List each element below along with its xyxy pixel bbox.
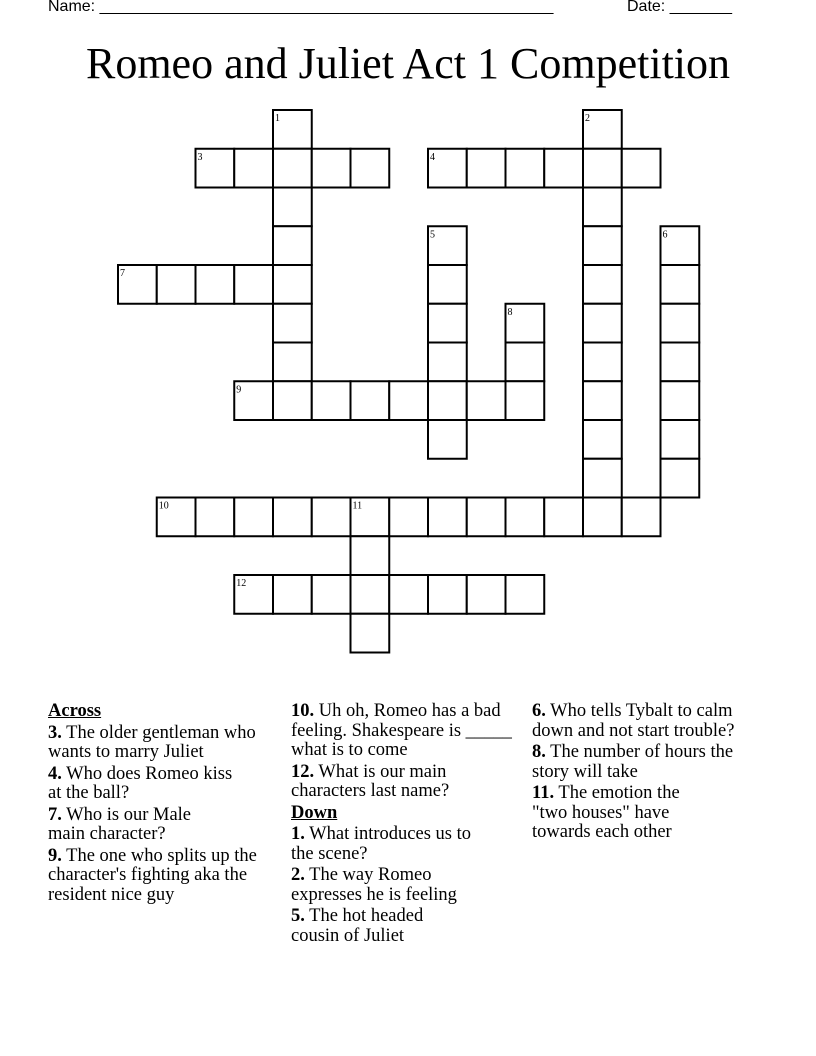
grid-cell[interactable] [234, 498, 273, 537]
clue-number-label: 12 [236, 578, 247, 589]
clue-number-label: 5 [430, 229, 435, 241]
grid-cell[interactable] [312, 149, 351, 188]
grid-cell[interactable] [273, 265, 312, 304]
grid-cell[interactable] [196, 265, 235, 304]
clue-number-label: 7 [120, 268, 125, 279]
grid-cell[interactable] [467, 381, 506, 420]
across-heading: Across [48, 701, 102, 721]
grid-cell[interactable] [506, 343, 545, 382]
clue-column-3 [532, 702, 757, 845]
grid-cell[interactable] [544, 498, 583, 537]
grid-cell[interactable] [273, 149, 312, 188]
grid-cell[interactable] [544, 149, 583, 188]
grid-cell[interactable] [428, 381, 467, 420]
grid-cell[interactable] [506, 498, 545, 537]
grid-cell[interactable] [506, 575, 545, 614]
clue-number-label: 4 [430, 151, 435, 163]
grid-cell[interactable] [428, 420, 467, 459]
grid-cell[interactable] [583, 343, 622, 382]
grid-cell[interactable] [273, 498, 312, 537]
grid-cell[interactable] [312, 381, 351, 420]
clue-across-4: 4. Who does Romeo kiss at the ball? [48, 763, 233, 803]
clue-down-2: 2. The way Romeo expresses he is feeling [291, 865, 457, 905]
clue-down-11: 11. The emotion the "two houses" have towards each other [532, 783, 680, 842]
grid-cell[interactable] [661, 381, 700, 420]
grid-cell[interactable] [622, 149, 661, 188]
grid-cell[interactable] [389, 381, 428, 420]
grid-cell[interactable] [467, 575, 506, 614]
clue-across-10: 10. Uh oh, Romeo has a bad feeling. Shakespeare is _____ what is to come [291, 701, 512, 760]
grid-cell[interactable] [351, 536, 390, 575]
grid-cell[interactable] [622, 498, 661, 537]
grid-cell[interactable] [583, 188, 622, 227]
clue-number-label: 2 [585, 113, 590, 124]
clue-number-label: 10 [158, 500, 169, 512]
grid-cell[interactable] [157, 265, 196, 304]
grid-cell[interactable] [351, 381, 390, 420]
page-title: Romeo and Juliet Act 1 Competition [85, 39, 731, 88]
grid-cell[interactable] [389, 575, 428, 614]
clue-number-label: 11 [352, 500, 363, 512]
grid-cell[interactable] [273, 381, 312, 420]
grid-cell[interactable] [273, 575, 312, 614]
grid-cell[interactable] [467, 149, 506, 188]
clue-number-label: 6 [662, 229, 668, 241]
grid-cell[interactable] [467, 498, 506, 537]
clue-column-2 [291, 702, 516, 948]
name-field-label: Name: ___________________________________________________ [48, 0, 554, 15]
clue-across-7: 7. Who is our Male main character? [48, 804, 192, 844]
clue-down-8: 8. The number of hours the story will take [532, 742, 734, 782]
grid-cell[interactable] [312, 575, 351, 614]
grid-cell[interactable] [583, 498, 622, 537]
grid-cell[interactable] [351, 575, 390, 614]
grid-cell[interactable] [351, 149, 390, 188]
grid-cell[interactable] [661, 420, 700, 459]
grid-cell[interactable] [583, 226, 622, 265]
clue-number-label: 8 [507, 306, 513, 318]
grid-cell[interactable] [661, 343, 700, 382]
grid-cell[interactable] [583, 304, 622, 343]
grid-cell[interactable] [428, 343, 467, 382]
grid-cell[interactable] [273, 226, 312, 265]
grid-cell[interactable] [389, 498, 428, 537]
grid-cell[interactable] [428, 304, 467, 343]
clue-number-label: 9 [236, 384, 242, 396]
grid-cell[interactable] [583, 459, 622, 498]
grid-cell[interactable] [273, 343, 312, 382]
grid-cell[interactable] [506, 381, 545, 420]
grid-cell[interactable] [428, 498, 467, 537]
clue-down-5: 5. The hot headed cousin of Juliet [291, 906, 424, 946]
clue-across-3: 3. The older gentleman who wants to marry Juliet [48, 722, 256, 762]
clue-number-label: 3 [197, 151, 203, 163]
grid-cell[interactable] [312, 498, 351, 537]
clue-across-9: 9. The one who splits up the character's fighting aka the resident nice guy [48, 845, 257, 905]
grid-cell[interactable] [234, 265, 273, 304]
grid-cell[interactable] [583, 381, 622, 420]
grid-cell[interactable] [234, 149, 273, 188]
clue-down-1: 1. What introduces us to the scene? [291, 824, 472, 864]
grid-cell[interactable] [351, 614, 390, 653]
grid-cell[interactable] [583, 149, 622, 188]
grid-cell[interactable] [661, 304, 700, 343]
grid-cell[interactable] [506, 149, 545, 188]
clue-across-12: 12. What is our main characters last name? [291, 761, 450, 801]
grid-cell[interactable] [583, 420, 622, 459]
grid-cell[interactable] [661, 265, 700, 304]
grid-cell[interactable] [428, 265, 467, 304]
date-field-label: Date: _______ [627, 0, 732, 15]
clue-number-label: 1 [275, 113, 280, 124]
grid-cell[interactable] [273, 304, 312, 343]
grid-cell[interactable] [661, 459, 700, 498]
grid-cell[interactable] [273, 188, 312, 227]
grid-cell[interactable] [428, 575, 467, 614]
grid-cell[interactable] [196, 498, 235, 537]
clue-down-6: 6. Who tells Tybalt to calm down and not start trouble? [532, 701, 735, 741]
clue-column-1 [48, 702, 288, 907]
grid-cell[interactable] [583, 265, 622, 304]
down-heading: Down [291, 802, 338, 823]
